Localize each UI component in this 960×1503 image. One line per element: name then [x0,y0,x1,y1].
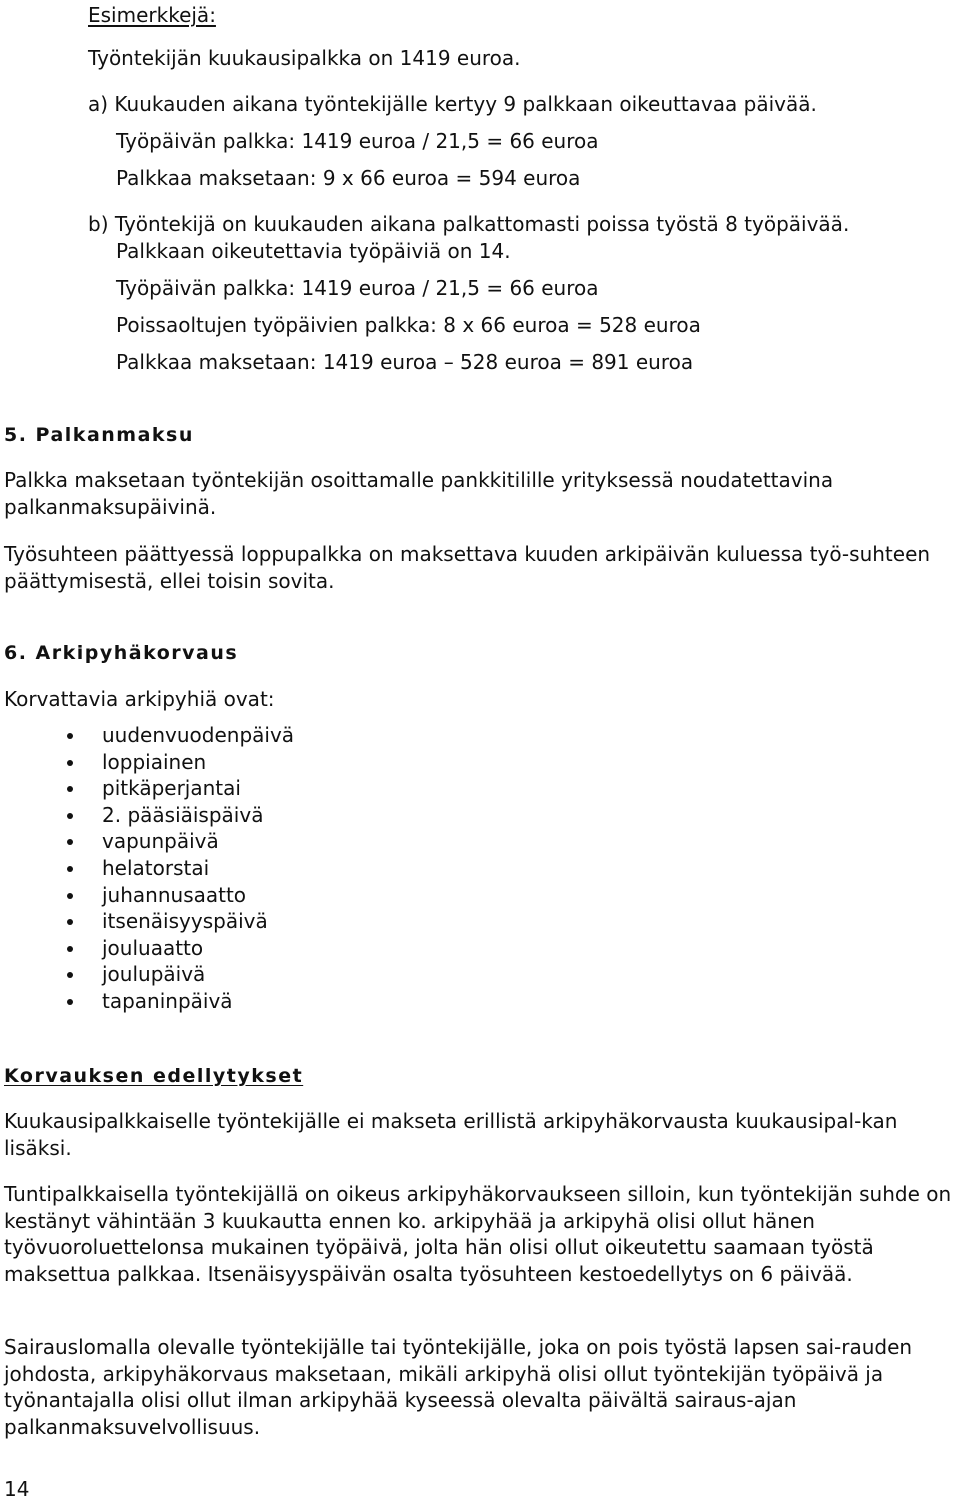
examples-intro: Työntekijän kuukausipalkka on 1419 euroa. [88,46,521,70]
bullet-icon [67,733,73,739]
section-5-heading: 5. Palkanmaksu [4,424,194,446]
bullet-icon [67,972,73,978]
section-5-paragraph: Palkka maksetaan työntekijän osoittamalle pankkitilille yrityksessä noudatettavina palkanmaksupäivinä. [4,468,834,519]
list-item: itsenäisyyspäivä [64,908,294,935]
example-b-title: b) Työntekijä on kuukauden aikana palkattomasti poissa työstä 8 työpäivää. [88,212,850,236]
list-item: tapaninpäivä [64,988,294,1015]
bullet-icon [67,919,73,925]
bullet-icon [67,760,73,766]
list-item: 2. pääsiäispäivä [64,802,294,829]
bullet-icon [67,839,73,845]
example-b-line: Palkkaan oikeutettavia työpäiviä on 14. [116,239,511,263]
list-item: juhannusaatto [64,882,294,909]
bullet-icon [67,999,73,1005]
examples-heading: Esimerkkejä: [88,3,216,27]
example-b-line: Työpäivän palkka: 1419 euroa / 21,5 = 66 euroa [116,276,599,300]
example-a-title: a) Kuukauden aikana työntekijälle kertyy 9 palkkaan oikeuttavaa päivää. [88,92,817,116]
conditions-heading: Korvauksen edellytykset [4,1065,304,1087]
list-item: jouluaatto [64,935,294,962]
example-b-line: Palkkaa maksetaan: 1419 euroa – 528 euroa = 891 euroa [116,350,694,374]
list-item: pitkäperjantai [64,775,294,802]
list-item: vapunpäivä [64,828,294,855]
conditions-paragraph: Kuukausipalkkaiselle työntekijälle ei makseta erillistä arkipyhäkorvausta kuukausipal-kan lisäksi. [4,1109,898,1160]
bullet-icon [67,893,73,899]
holiday-list [64,722,294,1015]
example-a-line: Työpäivän palkka: 1419 euroa / 21,5 = 66 euroa [116,129,599,153]
example-b-line: Poissaoltujen työpäivien palkka: 8 x 66 euroa = 528 euroa [116,313,701,337]
holidays-intro: Korvattavia arkipyhiä ovat: [4,687,275,711]
conditions-paragraph: Tuntipalkkaisella työntekijällä on oikeus arkipyhäkorvaukseen silloin, kun työntekijän suhde on kestänyt vähintään 3 kuukautta ennen ko. arkipyhää ja arkipyhä olisi ollut hänen työvuoroluettelonsa mukainen työpäivä, jolta hän olisi ollut oikeutettu saamaan työstä maksettua palkkaa. Itsenäisyyspäivän osalta työsuhteen kestoedellytys on 6 päivää. [4,1182,952,1286]
list-item: helatorstai [64,855,294,882]
bullet-icon [67,813,73,819]
page-number: 14 [4,1477,30,1501]
section-5-paragraph: Työsuhteen päättyessä loppupalkka on maksettava kuuden arkipäivän kuluessa työ-suhteen päättymisestä, ellei toisin sovita. [4,542,931,593]
bullet-icon [67,866,73,872]
bullet-icon [67,786,73,792]
section-6-heading: 6. Arkipyhäkorvaus [4,642,239,664]
list-item: loppiainen [64,749,294,776]
list-item: joulupäivä [64,961,294,988]
conditions-paragraph: Sairauslomalla olevalle työntekijälle tai työntekijälle, joka on pois työstä lapsen sai-rauden johdosta, arkipyhäkorvaus maksetaan, mikäli arkipyhä olisi ollut työntekijän työpäivä ja työnantajalla olisi ollut ilman arkipyhää kyseessä olevalta päivältä sairaus-ajan palkanmaksuvelvollisuus. [4,1335,913,1439]
bullet-icon [67,946,73,952]
example-a-line: Palkkaa maksetaan: 9 x 66 euroa = 594 euroa [116,166,581,190]
list-item: uudenvuodenpäivä [64,722,294,749]
